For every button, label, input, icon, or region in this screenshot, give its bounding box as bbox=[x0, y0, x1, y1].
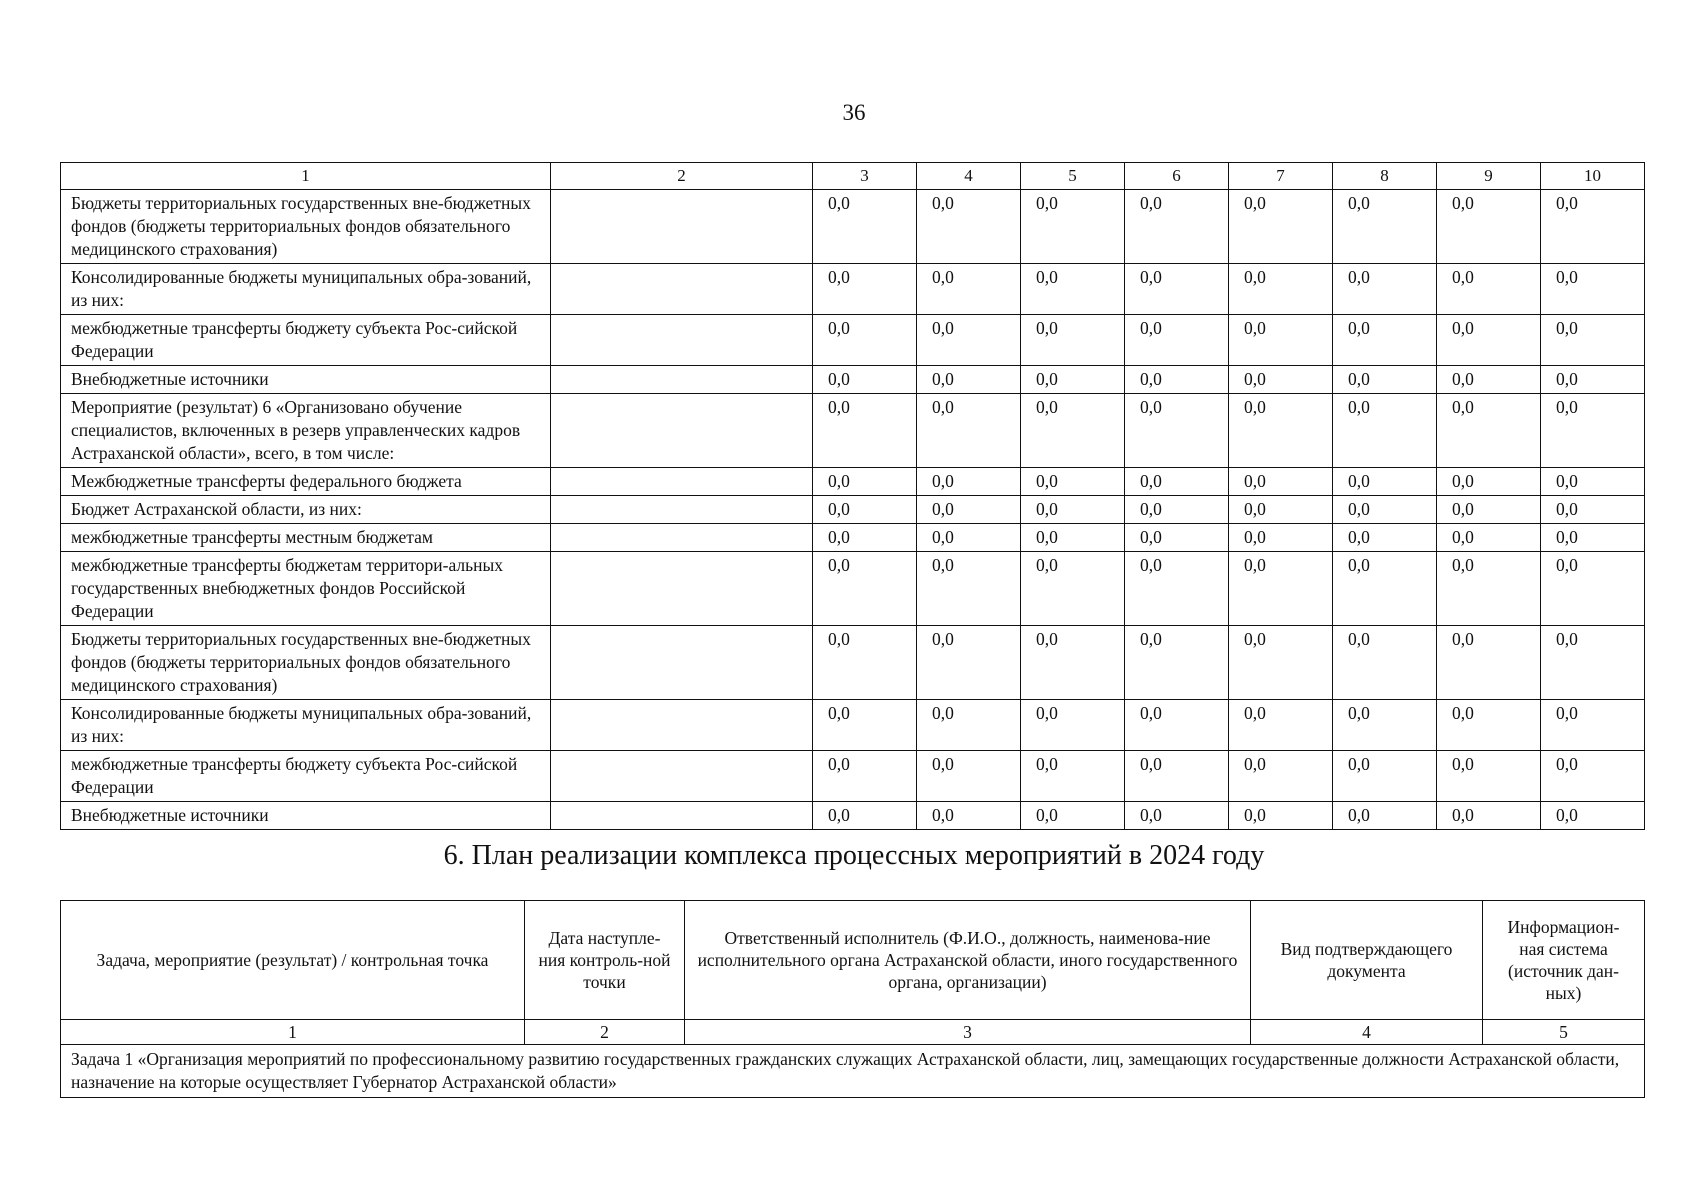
table-row bbox=[61, 366, 1645, 394]
value-cell: 0,0 bbox=[917, 315, 1021, 366]
row-label: Бюджеты территориальных государственных вне-бюджетных фондов (бюджеты территориальных фондов обязательного медицинского страхования) bbox=[61, 190, 551, 264]
value-cell: 0,0 bbox=[1437, 315, 1541, 366]
value-cell: 0,0 bbox=[917, 751, 1021, 802]
row-col2 bbox=[551, 552, 813, 626]
value-cell: 0,0 bbox=[1125, 751, 1229, 802]
budget-table bbox=[60, 162, 1645, 830]
value-cell: 0,0 bbox=[1437, 468, 1541, 496]
value-cell: 0,0 bbox=[1437, 264, 1541, 315]
column-number: 3 bbox=[685, 1020, 1251, 1045]
value-cell: 0,0 bbox=[1021, 751, 1125, 802]
value-cell: 0,0 bbox=[1333, 190, 1437, 264]
value-cell: 0,0 bbox=[1541, 496, 1645, 524]
header-row bbox=[61, 901, 1645, 1020]
value-cell: 0,0 bbox=[1021, 190, 1125, 264]
value-cell: 0,0 bbox=[1437, 751, 1541, 802]
value-cell: 0,0 bbox=[1541, 524, 1645, 552]
value-cell: 0,0 bbox=[1541, 751, 1645, 802]
value-cell: 0,0 bbox=[1437, 366, 1541, 394]
value-cell: 0,0 bbox=[1541, 366, 1645, 394]
value-cell: 0,0 bbox=[917, 524, 1021, 552]
value-cell: 0,0 bbox=[1333, 552, 1437, 626]
value-cell: 0,0 bbox=[1125, 366, 1229, 394]
table-row bbox=[61, 626, 1645, 700]
table-row bbox=[61, 496, 1645, 524]
value-cell: 0,0 bbox=[1021, 468, 1125, 496]
row-col2 bbox=[551, 366, 813, 394]
value-cell: 0,0 bbox=[1333, 700, 1437, 751]
value-cell: 0,0 bbox=[1021, 315, 1125, 366]
row-label: Консолидированные бюджеты муниципальных обра-зований, из них: bbox=[61, 264, 551, 315]
column-number: 1 bbox=[61, 163, 551, 190]
value-cell: 0,0 bbox=[1021, 366, 1125, 394]
column-number: 5 bbox=[1483, 1020, 1645, 1045]
table-row bbox=[61, 468, 1645, 496]
row-label: Консолидированные бюджеты муниципальных обра-зований, из них: bbox=[61, 700, 551, 751]
task-row bbox=[61, 1045, 1645, 1098]
column-number: 4 bbox=[917, 163, 1021, 190]
value-cell: 0,0 bbox=[1541, 468, 1645, 496]
column-number: 1 bbox=[61, 1020, 525, 1045]
value-cell: 0,0 bbox=[1437, 626, 1541, 700]
row-col2 bbox=[551, 468, 813, 496]
value-cell: 0,0 bbox=[1333, 394, 1437, 468]
value-cell: 0,0 bbox=[1541, 264, 1645, 315]
value-cell: 0,0 bbox=[917, 468, 1021, 496]
row-col2 bbox=[551, 802, 813, 830]
value-cell: 0,0 bbox=[1333, 468, 1437, 496]
table-row bbox=[61, 751, 1645, 802]
value-cell: 0,0 bbox=[1229, 315, 1333, 366]
column-number: 2 bbox=[525, 1020, 685, 1045]
row-col2 bbox=[551, 496, 813, 524]
value-cell: 0,0 bbox=[1229, 751, 1333, 802]
value-cell: 0,0 bbox=[1125, 524, 1229, 552]
row-label: Бюджет Астраханской области, из них: bbox=[61, 496, 551, 524]
plan-table bbox=[60, 900, 1645, 1098]
value-cell: 0,0 bbox=[1021, 700, 1125, 751]
task-description: Задача 1 «Организация мероприятий по профессиональному развитию государственных гражданских служащих Астраханской области, лиц, замещающих государственные должности Астраханской области, назначение на которые осуществляет Губернатор Астраханской области» bbox=[61, 1045, 1645, 1098]
row-label: Межбюджетные трансферты федерального бюджета bbox=[61, 468, 551, 496]
value-cell: 0,0 bbox=[1229, 366, 1333, 394]
value-cell: 0,0 bbox=[917, 394, 1021, 468]
column-number: 8 bbox=[1333, 163, 1437, 190]
value-cell: 0,0 bbox=[813, 552, 917, 626]
value-cell: 0,0 bbox=[1333, 626, 1437, 700]
column-number: 6 bbox=[1125, 163, 1229, 190]
value-cell: 0,0 bbox=[1333, 264, 1437, 315]
value-cell: 0,0 bbox=[1541, 700, 1645, 751]
value-cell: 0,0 bbox=[1333, 496, 1437, 524]
value-cell: 0,0 bbox=[1125, 315, 1229, 366]
value-cell: 0,0 bbox=[1437, 394, 1541, 468]
value-cell: 0,0 bbox=[1125, 552, 1229, 626]
value-cell: 0,0 bbox=[1437, 700, 1541, 751]
value-cell: 0,0 bbox=[1541, 626, 1645, 700]
row-label: Внебюджетные источники bbox=[61, 802, 551, 830]
table-row bbox=[61, 700, 1645, 751]
table-row bbox=[61, 802, 1645, 830]
value-cell: 0,0 bbox=[1333, 315, 1437, 366]
value-cell: 0,0 bbox=[813, 394, 917, 468]
value-cell: 0,0 bbox=[813, 751, 917, 802]
value-cell: 0,0 bbox=[1541, 802, 1645, 830]
value-cell: 0,0 bbox=[1229, 524, 1333, 552]
row-col2 bbox=[551, 524, 813, 552]
value-cell: 0,0 bbox=[1229, 802, 1333, 830]
column-number: 3 bbox=[813, 163, 917, 190]
row-label: Бюджеты территориальных государственных вне-бюджетных фондов (бюджеты территориальных фондов обязательного медицинского страхования) bbox=[61, 626, 551, 700]
value-cell: 0,0 bbox=[1437, 524, 1541, 552]
value-cell: 0,0 bbox=[1125, 700, 1229, 751]
value-cell: 0,0 bbox=[1125, 190, 1229, 264]
page-number: 36 bbox=[842, 100, 866, 125]
value-cell: 0,0 bbox=[1229, 190, 1333, 264]
value-cell: 0,0 bbox=[1541, 552, 1645, 626]
value-cell: 0,0 bbox=[1333, 366, 1437, 394]
value-cell: 0,0 bbox=[1125, 468, 1229, 496]
value-cell: 0,0 bbox=[1541, 315, 1645, 366]
value-cell: 0,0 bbox=[1437, 552, 1541, 626]
column-header: Вид подтверждающего документа bbox=[1251, 901, 1483, 1020]
value-cell: 0,0 bbox=[1437, 496, 1541, 524]
table-row bbox=[61, 190, 1645, 264]
row-col2 bbox=[551, 626, 813, 700]
table-row bbox=[61, 394, 1645, 468]
column-header: Задача, мероприятие (результат) / контрольная точка bbox=[61, 901, 525, 1020]
value-cell: 0,0 bbox=[813, 496, 917, 524]
value-cell: 0,0 bbox=[813, 468, 917, 496]
value-cell: 0,0 bbox=[1125, 496, 1229, 524]
value-cell: 0,0 bbox=[1021, 802, 1125, 830]
row-col2 bbox=[551, 315, 813, 366]
value-cell: 0,0 bbox=[813, 366, 917, 394]
value-cell: 0,0 bbox=[917, 626, 1021, 700]
column-number: 9 bbox=[1437, 163, 1541, 190]
value-cell: 0,0 bbox=[1125, 264, 1229, 315]
row-col2 bbox=[551, 751, 813, 802]
column-header: Ответственный исполнитель (Ф.И.О., должность, наименова-ние исполнительного органа Астраханской области, иного государственного органа, организации) bbox=[685, 901, 1251, 1020]
column-number: 2 bbox=[551, 163, 813, 190]
value-cell: 0,0 bbox=[1229, 394, 1333, 468]
value-cell: 0,0 bbox=[1229, 626, 1333, 700]
column-number-row bbox=[61, 1020, 1645, 1045]
value-cell: 0,0 bbox=[813, 802, 917, 830]
value-cell: 0,0 bbox=[1021, 626, 1125, 700]
value-cell: 0,0 bbox=[1437, 802, 1541, 830]
value-cell: 0,0 bbox=[1125, 394, 1229, 468]
value-cell: 0,0 bbox=[813, 524, 917, 552]
value-cell: 0,0 bbox=[1229, 264, 1333, 315]
column-number: 10 bbox=[1541, 163, 1645, 190]
table-row bbox=[61, 315, 1645, 366]
value-cell: 0,0 bbox=[917, 496, 1021, 524]
row-col2 bbox=[551, 190, 813, 264]
row-label: межбюджетные трансферты бюджету субъекта Рос-сийской Федерации bbox=[61, 751, 551, 802]
row-label: Мероприятие (результат) 6 «Организовано обучение специалистов, включенных в резерв управленческих кадров Астраханской области», всего, в том числе: bbox=[61, 394, 551, 468]
row-label: межбюджетные трансферты бюджету субъекта Рос-сийской Федерации bbox=[61, 315, 551, 366]
value-cell: 0,0 bbox=[1021, 552, 1125, 626]
table-row bbox=[61, 552, 1645, 626]
column-number-row bbox=[61, 163, 1645, 190]
value-cell: 0,0 bbox=[917, 802, 1021, 830]
row-col2 bbox=[551, 394, 813, 468]
value-cell: 0,0 bbox=[1229, 552, 1333, 626]
value-cell: 0,0 bbox=[917, 700, 1021, 751]
value-cell: 0,0 bbox=[1021, 394, 1125, 468]
column-number: 5 bbox=[1021, 163, 1125, 190]
value-cell: 0,0 bbox=[1125, 802, 1229, 830]
value-cell: 0,0 bbox=[813, 190, 917, 264]
value-cell: 0,0 bbox=[1229, 468, 1333, 496]
value-cell: 0,0 bbox=[917, 552, 1021, 626]
value-cell: 0,0 bbox=[1229, 496, 1333, 524]
value-cell: 0,0 bbox=[813, 700, 917, 751]
value-cell: 0,0 bbox=[1541, 190, 1645, 264]
column-number: 7 bbox=[1229, 163, 1333, 190]
row-label: межбюджетные трансферты бюджетам территори-альных государственных внебюджетных фондов Российской Федерации bbox=[61, 552, 551, 626]
row-label: межбюджетные трансферты местным бюджетам bbox=[61, 524, 551, 552]
value-cell: 0,0 bbox=[1021, 264, 1125, 315]
value-cell: 0,0 bbox=[1021, 524, 1125, 552]
value-cell: 0,0 bbox=[1541, 394, 1645, 468]
value-cell: 0,0 bbox=[1333, 524, 1437, 552]
table-row bbox=[61, 264, 1645, 315]
column-header: Дата наступле-ния контроль-ной точки bbox=[525, 901, 685, 1020]
section-title: 6. План реализации комплекса процессных мероприятий в 2024 году bbox=[443, 840, 1265, 871]
value-cell: 0,0 bbox=[813, 315, 917, 366]
value-cell: 0,0 bbox=[1021, 496, 1125, 524]
value-cell: 0,0 bbox=[917, 366, 1021, 394]
column-number: 4 bbox=[1251, 1020, 1483, 1045]
table-row bbox=[61, 524, 1645, 552]
value-cell: 0,0 bbox=[917, 264, 1021, 315]
value-cell: 0,0 bbox=[917, 190, 1021, 264]
value-cell: 0,0 bbox=[1125, 626, 1229, 700]
value-cell: 0,0 bbox=[1437, 190, 1541, 264]
value-cell: 0,0 bbox=[1333, 751, 1437, 802]
value-cell: 0,0 bbox=[1229, 700, 1333, 751]
value-cell: 0,0 bbox=[1333, 802, 1437, 830]
row-col2 bbox=[551, 264, 813, 315]
column-header: Информацион-ная система (источник дан-ных) bbox=[1483, 901, 1645, 1020]
value-cell: 0,0 bbox=[813, 626, 917, 700]
value-cell: 0,0 bbox=[813, 264, 917, 315]
row-label: Внебюджетные источники bbox=[61, 366, 551, 394]
row-col2 bbox=[551, 700, 813, 751]
